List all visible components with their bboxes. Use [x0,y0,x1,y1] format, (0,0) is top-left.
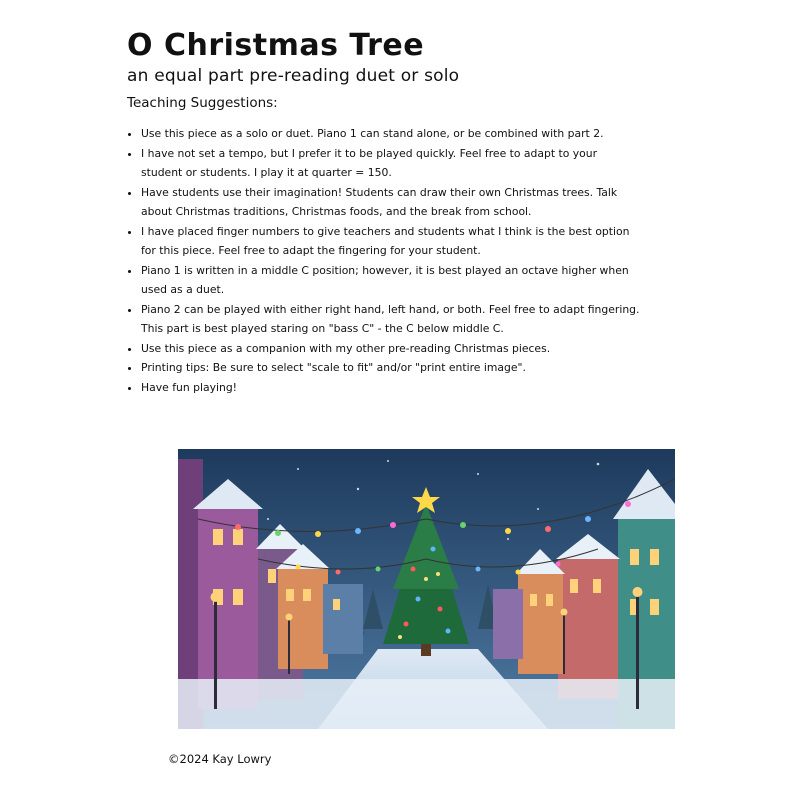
list-item: • I have not set a tempo, but I prefer it to be played quickly. Feel free to adapt to your student or students. I play it at quarter = 150. [141,144,641,183]
list-item: • Use this piece as a companion with my other pre-reading Christmas pieces. [141,339,641,359]
section-heading: Teaching Suggestions: [127,95,278,111]
list-item: • Have fun playing! [141,378,641,398]
teaching-suggestions-list [125,124,641,397]
list-item: • Printing tips: Be sure to select "scale to fit" and/or "print entire image". [141,358,641,378]
snow-ground [178,679,675,729]
list-item: • Use this piece as a solo or duet. Piano 1 can stand alone, or be combined with part 2. [141,124,641,144]
page-subtitle: an equal part pre-reading duet or solo [127,66,460,86]
christmas-scene-svg [178,449,675,729]
copyright-footer: ©2024 Kay Lowry [168,752,272,766]
christmas-town-illustration [178,449,675,729]
list-item: • Piano 1 is written in a middle C position; however, it is best played an octave higher when used as a duet. [141,261,641,300]
list-item: • Have students use their imagination! Students can draw their own Christmas trees. Talk about Christmas traditions, Christmas foods, and the break from school. [141,183,641,222]
list-item: • I have placed finger numbers to give teachers and students what I think is the best option for this piece. Feel free to adapt the fingering for your student. [141,222,641,261]
page-title: O Christmas Tree [127,28,425,63]
list-item: • Piano 2 can be played with either right hand, left hand, or both. Feel free to adapt fingering. This part is best played staring on "bass C" - the C below middle C. [141,300,641,339]
